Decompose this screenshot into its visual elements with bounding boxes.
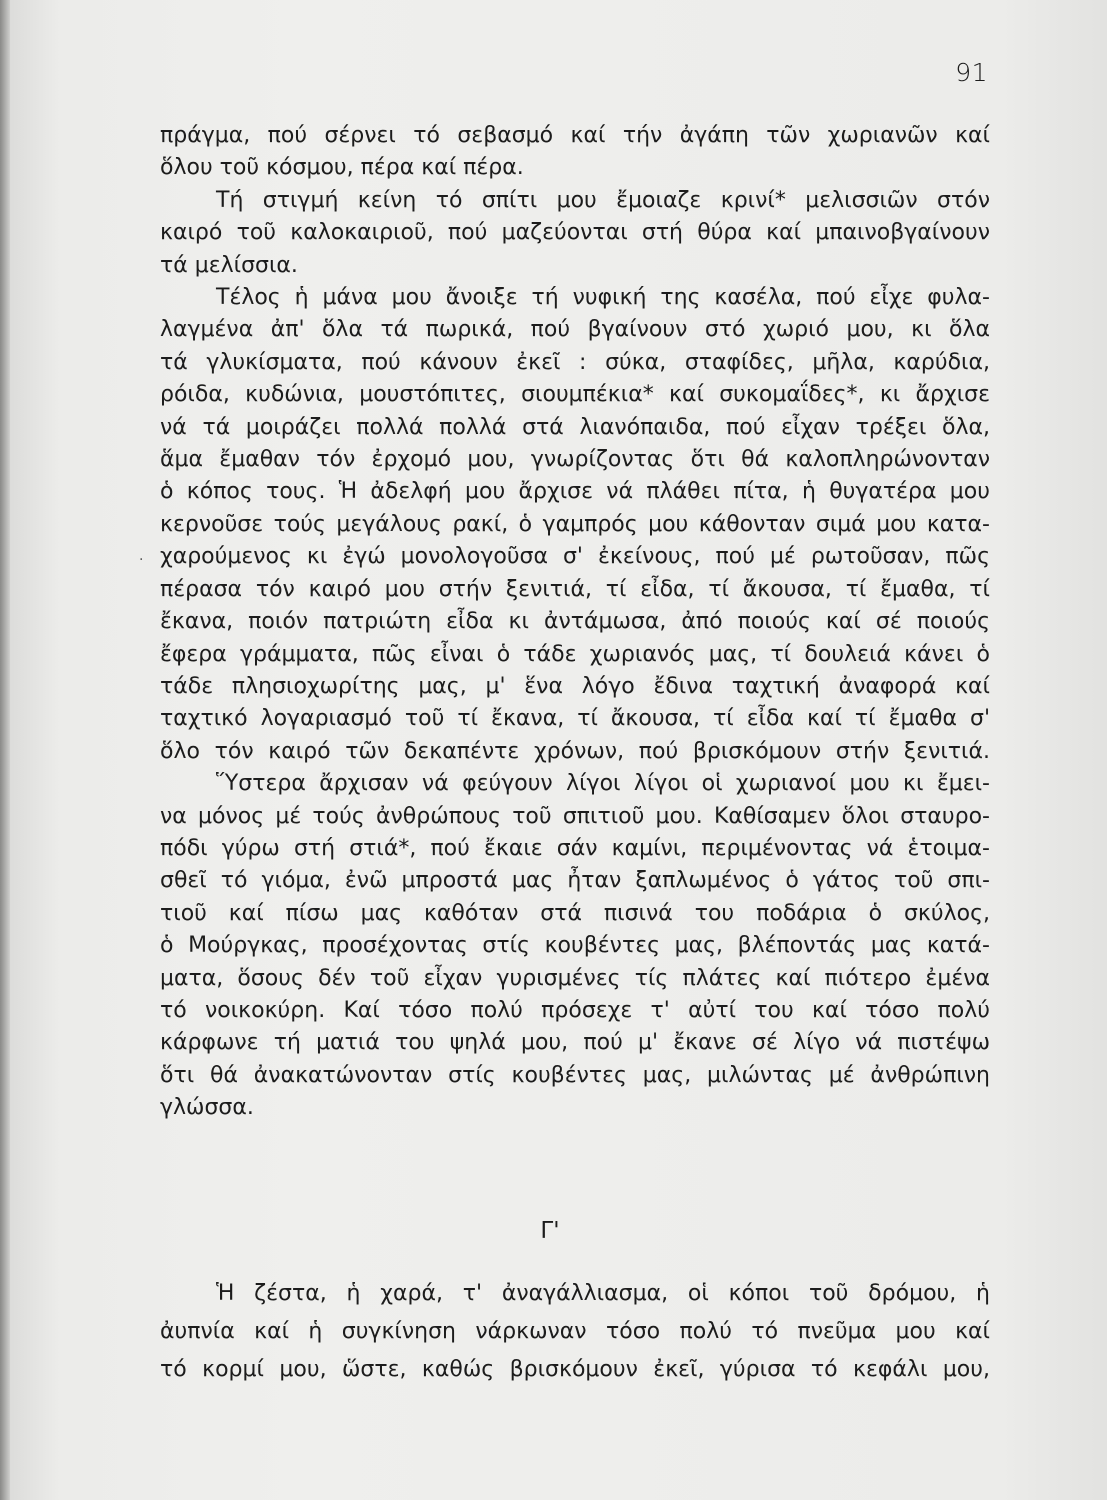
- text-line: ἔκανα, ποιόν πατριώτη εἶδα κι ἀντάμωσα, ἀπό ποιούς καί σέ ποιούς: [160, 609, 990, 635]
- text-line: λαγμένα ἀπ' ὅλα τά πωρικά, πού βγαίνουν στό χωριό μου, κι ὅλα: [160, 317, 990, 343]
- text-line: τά γλυκίσματα, πού κάνουν ἐκεῖ : σύκα, σταφίδες, μῆλα, καρύδια,: [160, 349, 990, 375]
- text-line: τιοῦ καί πίσω μας καθόταν στά πισινά του ποδάρια ὁ σκύλος,: [160, 900, 990, 926]
- page-number: 91: [955, 58, 988, 87]
- text-line: Ἡ ζέστα, ἡ χαρά, τ' ἀναγάλλιασμα, οἱ κόποι τοῦ δρόμου, ἡ: [216, 1281, 990, 1306]
- text-line: να μόνος μέ τούς ἀνθρώπους τοῦ σπιτιοῦ μου. Καθίσαμεν ὅλοι σταυρο-: [160, 803, 990, 829]
- text-line: ὅτι θά ἀνακατώνονταν στίς κουβέντες μας, μιλώντας μέ ἀνθρώπινη: [160, 1062, 990, 1088]
- text-line: Τέλος ἡ μάνα μου ἄνοιξε τή νυφική της κασέλα, πού εἶχε φυλα-: [216, 285, 990, 311]
- text-line: τάδε πλησιοχωρίτης μας, μ' ἕνα λόγο ἔδινα ταχτική ἀναφορά καί: [160, 673, 990, 699]
- text-line: ταχτικό λογαριασμό τοῦ τί ἔκανα, τί ἄκουσα, τί εἶδα καί τί ἔμαθα σ': [160, 706, 990, 732]
- text-line: ὅλο τόν καιρό τῶν δεκαπέντε χρόνων, πού βρισκόμουν στήν ξενιτιά.: [160, 738, 990, 764]
- text-line: Τή στιγμή κείνη τό σπίτι μου ἔμοιαζε κρινί* μελισσιῶν στόν: [216, 187, 990, 213]
- text-line: κερνοῦσε τούς μεγάλους ρακί, ὁ γαμπρός μου κάθονταν σιμά μου κατα-: [160, 511, 990, 537]
- section-text: [160, 1275, 990, 1389]
- body-text: [160, 120, 990, 1125]
- text-line: πόδι γύρω στή στιά*, πού ἔκαιε σάν καμίνι, περιμένοντας νά ἑτοιμα-: [160, 835, 990, 861]
- text-line: γλώσσα.: [160, 1095, 254, 1121]
- text-line: νά τά μοιράζει πολλά πολλά στά λιανόπαιδα, πού εἶχαν τρέξει ὅλα,: [160, 414, 990, 440]
- text-line: ματα, ὅσους δέν τοῦ εἶχαν γυρισμένες τίς πλάτες καί πιότερο ἐμένα: [160, 965, 990, 991]
- text-line: τά μελίσσια.: [160, 252, 298, 278]
- print-speck: ·: [139, 552, 144, 568]
- section-heading: Γ': [540, 1218, 560, 1244]
- text-line: Ὕστερα ἄρχισαν νά φεύγουν λίγοι λίγοι οἱ χωριανοί μου κι ἔμει-: [216, 771, 990, 797]
- text-line: ἅμα ἔμαθαν τόν ἐρχομό μου, γνωρίζοντας ὅτι θά καλοπληρώνονταν: [160, 447, 990, 473]
- text-line: χαρούμενος κι ἐγώ μονολογοῦσα σ' ἐκείνους, πού μέ ρωτοῦσαν, πῶς: [160, 544, 990, 570]
- text-line: σθεῖ τό γιόμα, ἐνῶ μπροστά μας ἦταν ξαπλωμένος ὁ γάτος τοῦ σπι-: [160, 868, 990, 894]
- text-line: κάρφωνε τή ματιά του ψηλά μου, πού μ' ἔκανε σέ λίγο νά πιστέψω: [160, 1030, 990, 1056]
- text-line: καιρό τοῦ καλοκαιριοῦ, πού μαζεύονται στή θύρα καί μπαινοβγαίνουν: [160, 220, 990, 246]
- binding-shadow: [0, 0, 10, 1500]
- text-line: πέρασα τόν καιρό μου στήν ξενιτιά, τί εἶδα, τί ἄκουσα, τί ἔμαθα, τί: [160, 576, 990, 602]
- text-line: ὁ Μούργκας, προσέχοντας στίς κουβέντες μας, βλέποντάς μας κατά-: [160, 933, 990, 959]
- text-line: ἔφερα γράμματα, πῶς εἶναι ὁ τάδε χωριανός μας, τί δουλειά κάνει ὁ: [160, 641, 990, 667]
- text-line: ὁ κόπος τους. Ἡ ἀδελφή μου ἄρχισε νά πλάθει πίτα, ἡ θυγατέρα μου: [160, 479, 990, 505]
- text-line: ἀυπνία καί ἡ συγκίνηση νάρκωναν τόσο πολύ τό πνεῦμα μου καί: [160, 1319, 990, 1344]
- text-line: ρόιδα, κυδώνια, μουστόπιτες, σιουμπέκια* καί συκομαΐδες*, κι ἄρχισε: [160, 382, 990, 408]
- text-line: πράγμα, πού σέρνει τό σεβασμό καί τήν ἀγάπη τῶν χωριανῶν καί: [160, 123, 990, 148]
- text-line: τό νοικοκύρη. Καί τόσο πολύ πρόσεχε τ' αὐτί του καί τόσο πολύ: [160, 997, 990, 1023]
- text-line: ὅλου τοῦ κόσμου, πέρα καί πέρα.: [160, 155, 524, 181]
- text-line: τό κορμί μου, ὥστε, καθώς βρισκόμουν ἐκεῖ, γύρισα τό κεφάλι μου,: [160, 1357, 990, 1382]
